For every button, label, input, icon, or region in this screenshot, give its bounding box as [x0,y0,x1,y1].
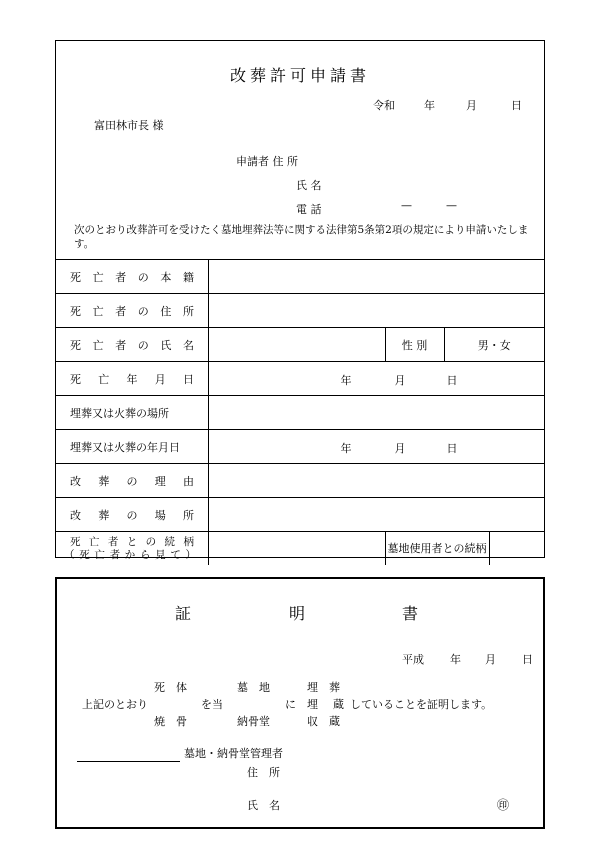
option-burial: 埋 葬 [307,681,340,694]
name-field[interactable] [208,328,385,362]
label-domicile: 死 亡 者 の 本 籍 [56,260,208,294]
cert-date-year: 年 [450,653,461,666]
table-row [56,294,544,328]
label-address: 死 亡 者 の 住 所 [56,294,208,328]
permit-application-form [55,40,545,561]
cert-ni: に [285,698,296,711]
table-row [56,396,544,430]
label-new-place: 改 葬 の 場 所 [56,498,208,532]
option-body: 死 体 [154,681,187,694]
date-year: 年 [424,99,435,112]
label-burial-place: 埋葬又は火葬の場所 [56,396,208,430]
cert-date-month: 月 [485,653,496,666]
holder-relation-cell [385,532,544,566]
table-row [56,464,544,498]
certificate-title-char: 書 [402,604,419,623]
relation-field[interactable] [208,532,385,566]
option-ossuary: 納骨堂 [237,715,270,728]
table-row [56,362,544,396]
cert-suffix: していることを証明します。 [350,698,493,711]
cert-zou: 蔵 [333,698,344,711]
label-relation: 死 亡 者 と の 続 柄 （ 死 亡 者 か ら 見 て ） [56,532,208,566]
application-statement: 次のとおり改葬許可を受けたく墓地埋葬法等に関する法律第5条第2項の規定により申請いたします。 [74,224,529,250]
addressee: 富田林市長 様 [94,119,164,132]
reason-field[interactable] [208,464,544,498]
manager-name-label: 氏 名 [247,799,280,812]
seal-mark: ㊞ [497,798,510,812]
label-name: 死 亡 者 の 氏 名 [56,328,208,362]
applicant-address-label: 申請者 住 所 [236,155,298,168]
cert-wo: を当 [201,698,223,711]
option-bones: 焼 骨 [154,715,187,728]
date-era: 令和 [373,99,395,112]
label-death-date: 死 亡 年 月 日 [56,362,208,396]
option-storage: 収 蔵 [307,715,340,728]
domicile-field[interactable] [208,260,544,294]
gender-label: 性 別 [385,328,444,362]
manager-label: 墓地・納骨堂管理者 [184,747,283,760]
applicant-name-label: 氏 名 [296,179,322,192]
certificate-title-char: 明 [289,604,306,623]
label-burial-date: 埋葬又は火葬の年月日 [56,430,208,464]
cert-mai: 埋 [307,698,318,711]
table-row [56,430,544,464]
form-title: 改葬許可申請書 [229,66,370,85]
death-date-field[interactable]: 年 月 日 [208,362,544,396]
table-row [56,498,544,532]
holder-relation-label: 墓地使用者との続柄 [386,532,490,565]
cert-date-day: 日 [522,653,533,666]
applicant-phone-label: 電 話 [296,203,322,216]
option-cemetery: 墓 地 [237,681,270,694]
certificate-form [55,577,545,829]
certificate-title-char: 証 [175,604,192,623]
deceased-info-table [56,259,544,565]
burial-date-field[interactable]: 年 月 日 [208,430,544,464]
cert-prefix: 上記のとおり [82,698,148,711]
label-reason: 改 葬 の 理 由 [56,464,208,498]
signature-line [77,761,180,762]
burial-place-field[interactable] [208,396,544,430]
table-row [56,260,544,294]
phone-dash: — [446,199,457,212]
table-row [56,328,544,362]
gender-field[interactable]: 男・女 [444,328,544,362]
phone-dash: — [401,199,412,212]
address-field[interactable] [208,294,544,328]
application-header [56,41,544,259]
table-row [56,532,544,566]
date-day: 日 [511,99,522,112]
cert-date-era: 平成 [402,653,424,666]
manager-address-label: 住 所 [247,766,280,779]
new-place-field[interactable] [208,498,544,532]
date-month: 月 [466,99,477,112]
